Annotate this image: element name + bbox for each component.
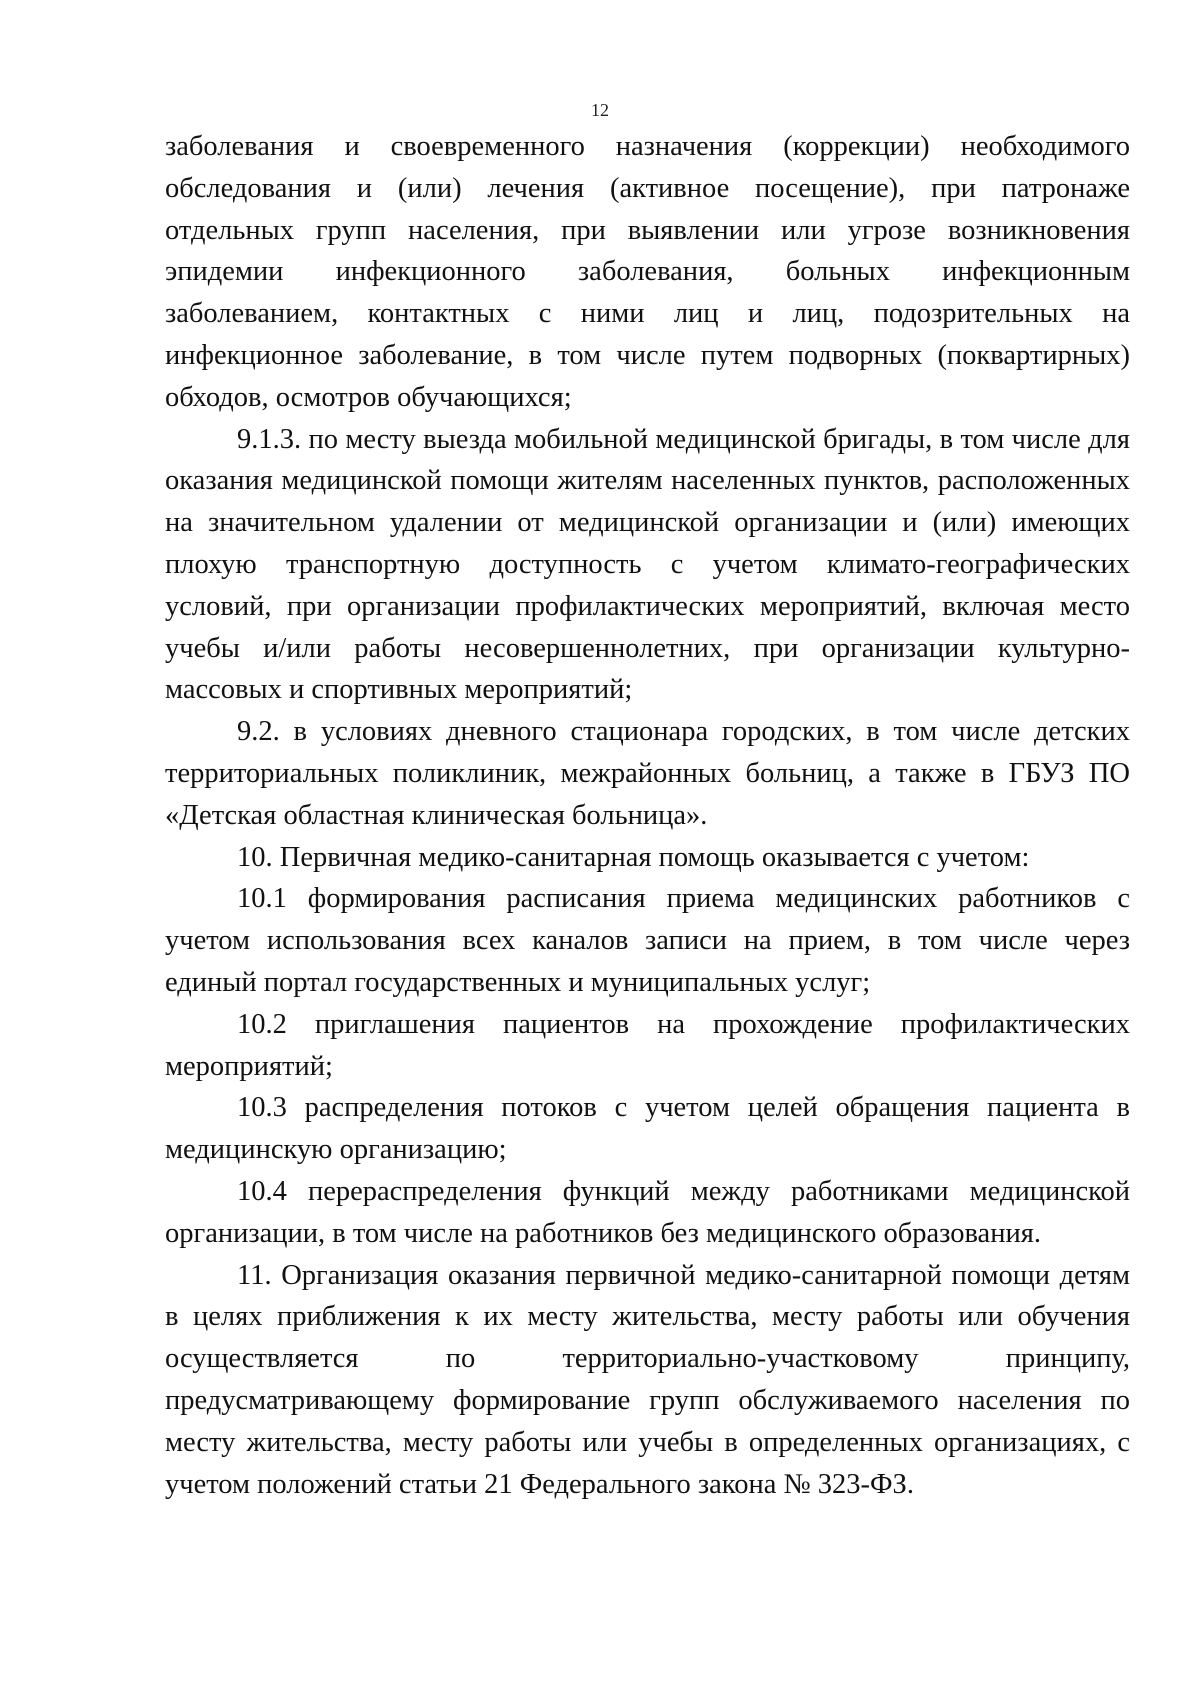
paragraph-continuation: заболевания и своевременного назначения (коррекции) необходимого обследования и (или) лечения (активное посещение), при патронаже отдельных групп населения, при выявлении или угрозе возникновения эпидемии инфекционного заболевания, больных инфекционным заболеванием, контактных с ними лиц и лиц, подозрительных на инфекционное заболевание, в том числе путем подворных (поквартирных) обходов, осмотров обучающихся; [165,131,1130,413]
paragraph-10: 10. Первичная медико-санитарная помощь оказывается с учетом: [237,841,1030,873]
page-number: 12 [591,100,609,120]
paragraph-9-2: 9.2. в условиях дневного стационара городских, в том числе детских территориальных поликлиник, межрайонных больниц, а также в ГБУЗ ПО «Детская областная клиническая больница». [165,716,1130,831]
paragraph-11: 11. Организация оказания первичной медико-санитарной помощи детям в целях приближения к их месту жительства, месту работы или обучения осуществляется по территориально-участковому принципу, предусматривающему формирование групп обслуживаемого населения по месту жительства, месту работы или учебы в определенных организациях, с учетом положений статьи 21 Федерального закона № 323-ФЗ. [165,1259,1130,1500]
document-body [165,126,1130,1505]
paragraph-10-4: 10.4 перераспределения функций между работниками медицинской организации, в том числе на работников без медицинского образования. [165,1175,1130,1249]
paragraph-10-3: 10.3 распределения потоков с учетом целей обращения пациента в медицинскую организацию; [165,1092,1130,1166]
paragraph-10-2: 10.2 приглашения пациентов на прохождение профилактических мероприятий; [165,1008,1130,1082]
paragraph-10-1: 10.1 формирования расписания приема медицинских работников с учетом использования всех каналов записи на прием, в том числе через единый портал государственных и муниципальных услуг; [165,883,1130,998]
paragraph-9-1-3: 9.1.3. по месту выезда мобильной медицинской бригады, в том числе для оказания медицинской помощи жителям населенных пунктов, расположенных на значительном удалении от медицинской организации и (или) имеющих плохую транспортную доступность с учетом климато-географических условий, при организации профилактических мероприятий, включая место учебы и/или работы несовершеннолетних, при организации культурно-массовых и спортивных мероприятий; [165,423,1130,706]
